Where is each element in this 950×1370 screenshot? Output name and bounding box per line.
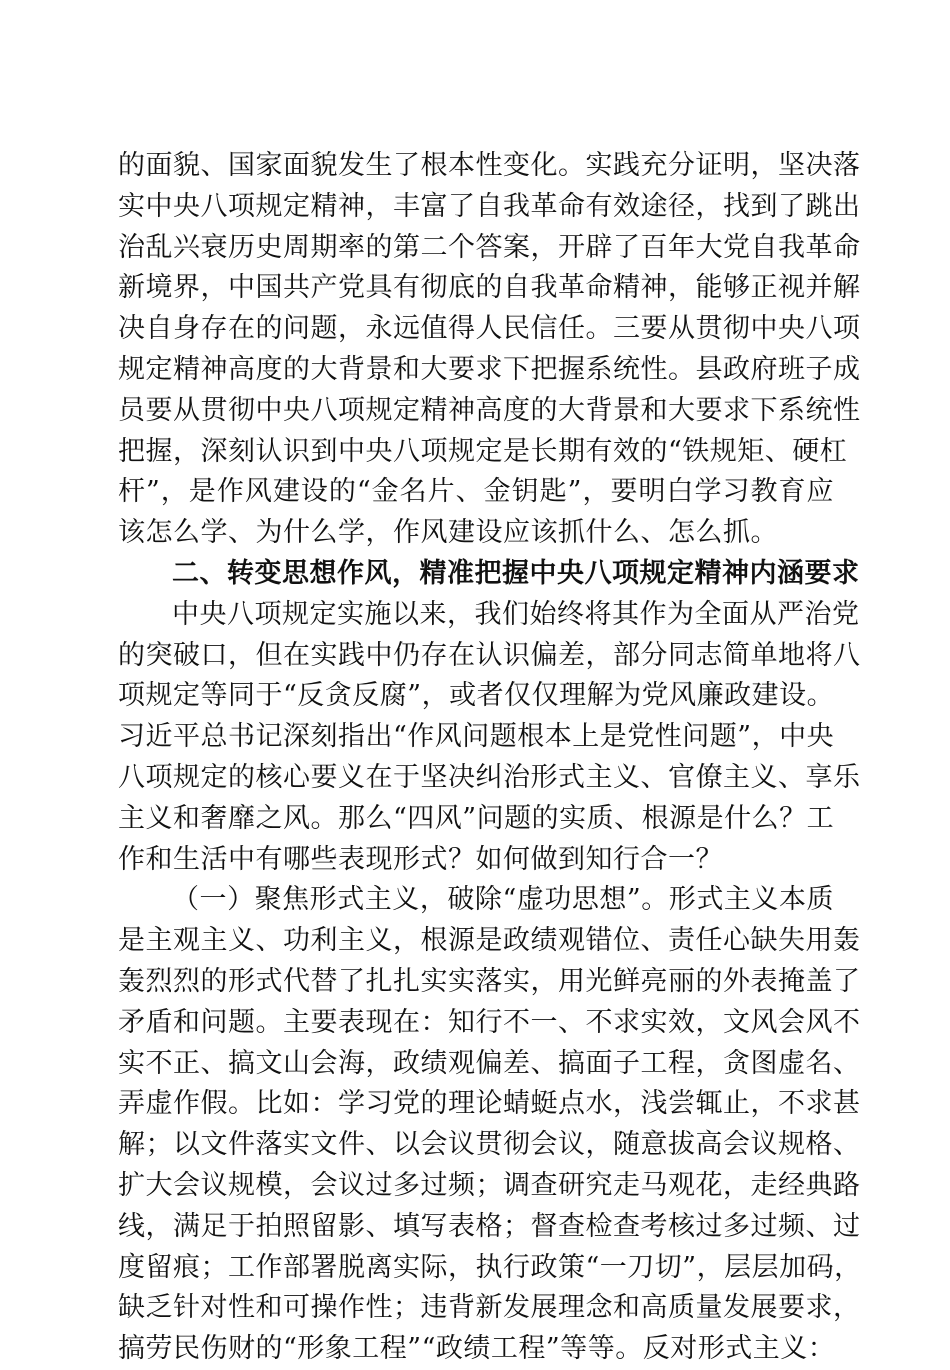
text-line: 实中央八项规定精神，丰富了自我革命有效途径，找到了跳出 [118,190,861,222]
text-line: 规定精神高度的大背景和大要求下把握系统性。县政府班子成 [118,353,861,385]
text-line: 搞劳民伤财的“形象工程”“政绩工程”等等。反对形式主义： [118,1333,836,1365]
text-line: 中央八项规定实施以来，我们始终将其作为全面从严治党 [172,598,860,630]
text-line: 治乱兴衰历史周期率的第二个答案，开辟了百年大党自我革命 [118,231,861,263]
text-line: 解；以文件落实文件、以会议贯彻会议，随意拔高会议规格、 [118,1129,861,1161]
text-line: 实不正、搞文山会海，政绩观偏差、搞面子工程，贪图虚名、 [118,1047,861,1079]
text-line: 缺乏针对性和可操作性；违背新发展理念和高质量发展要求， [118,1292,861,1324]
text-line: 杆”，是作风建设的“金名片、金钥匙”，要明白学习教育应 [118,476,834,508]
text-line: 习近平总书记深刻指出“作风问题根本上是党性问题”，中央 [118,721,835,753]
document-body [118,146,862,1370]
text-line: 度留痕；工作部署脱离实际，执行政策“一刀切”，层层加码， [118,1251,862,1283]
text-line: 矛盾和问题。主要表现在：知行不一、不求实效，文风会风不 [118,1006,861,1038]
text-line: 弄虚作假。比如：学习党的理论蜻蜓点水，浅尝辄止，不求甚 [118,1088,861,1120]
text-line: 员要从贯彻中央八项规定精神高度的大背景和大要求下系统性 [118,394,861,426]
text-line: 该怎么学、为什么学，作风建设应该抓什么、怎么抓。 [118,517,778,549]
text-line: 主义和奢靡之风。那么“四风”问题的实质、根源是什么？工 [118,802,835,834]
text-line: （一）聚焦形式主义，破除“虚功思想”。形式主义本质 [172,884,834,916]
text-line: 的突破口，但在实践中仍存在认识偏差，部分同志简单地将八 [118,639,861,671]
text-line: 把握，深刻认识到中央八项规定是长期有效的“铁规矩、硬杠 [118,435,848,467]
paragraph-3 [118,880,862,1370]
text-line: 八项规定的核心要义在于坚决纠治形式主义、官僚主义、享乐 [118,761,861,793]
text-line: 线，满足于拍照留影、填写表格；督查检查考核过多过频、过 [118,1210,861,1242]
text-line: 项规定等同于“反贪反腐”，或者仅仅理解为党风廉政建设。 [118,680,835,712]
paragraph-2 [118,595,861,881]
text-line: 扩大会议规模，会议过多过频；调查研究走马观花，走经典路 [118,1169,861,1201]
section-heading: 二、转变思想作风，精准把握中央八项规定精神内涵要求 [172,557,860,589]
text-line: 作和生活中有哪些表现形式？如何做到知行合一？ [118,843,723,875]
text-line: 的面貌、国家面貌发生了根本性变化。实践充分证明，坚决落 [118,150,861,181]
text-line: 新境界，中国共产党具有彻底的自我革命精神，能够正视并解 [118,272,861,304]
text-line: 轰烈烈的形式代替了扎扎实实落实，用光鲜亮丽的外表掩盖了 [118,965,861,997]
text-line: 是主观主义、功利主义，根源是政绩观错位、责任心缺失用轰 [118,925,861,957]
paragraph-1 [118,146,861,554]
text-line: 决自身存在的问题，永远值得人民信任。三要从贯彻中央八项 [118,313,861,345]
